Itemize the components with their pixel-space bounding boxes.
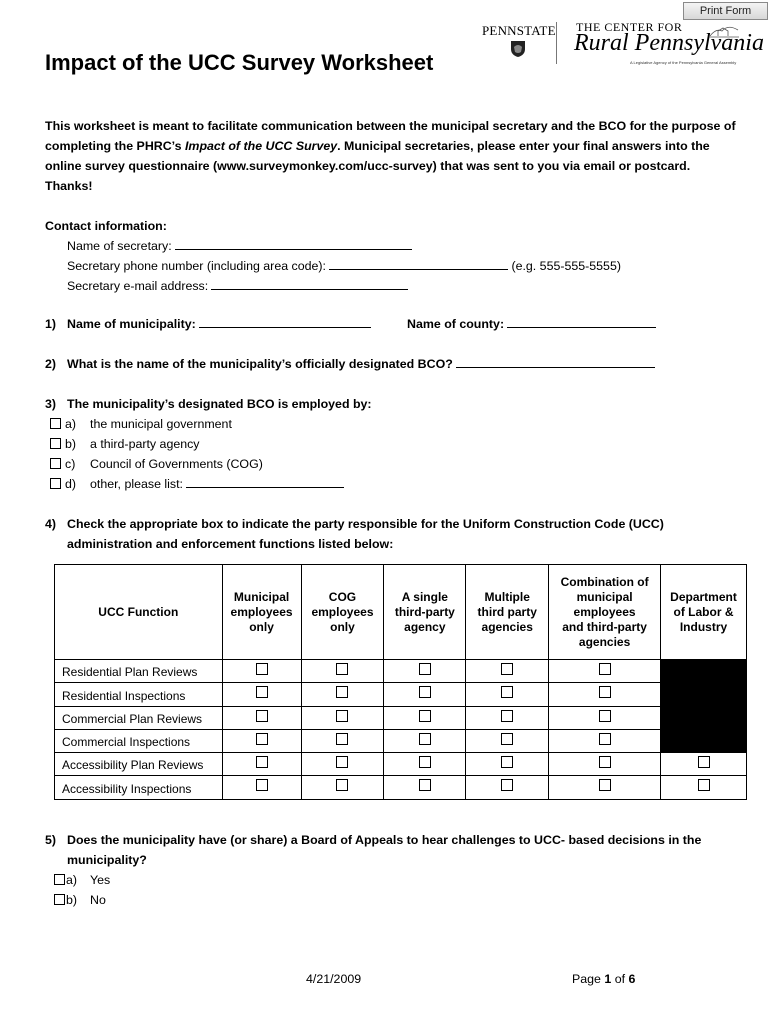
q2-row: [67, 354, 655, 374]
q5-number: 5): [45, 833, 57, 847]
table-header-row: [55, 565, 747, 660]
checkbox[interactable]: [256, 710, 268, 722]
q2-number: 2): [45, 357, 57, 371]
table-row: [55, 706, 747, 729]
option-letter: c): [65, 457, 76, 471]
checkbox[interactable]: [419, 779, 431, 791]
q3-d-checkbox[interactable]: [50, 478, 61, 489]
header-text: Multiple: [484, 589, 530, 604]
checkbox[interactable]: [501, 686, 513, 698]
secretary-email-label: Secretary e-mail address:: [67, 279, 209, 293]
q5-option-b-label: No: [90, 893, 106, 907]
checkbox[interactable]: [336, 733, 348, 745]
checkbox[interactable]: [501, 710, 513, 722]
header-municipal: [222, 565, 301, 660]
table-row: [55, 729, 747, 752]
q3-option-b-label: a third-party agency: [90, 437, 200, 451]
header-text: agencies: [481, 619, 533, 634]
row-label: Residential Inspections: [55, 683, 223, 706]
secretary-name-label: Name of secretary:: [67, 239, 172, 253]
header-text: only: [249, 619, 274, 634]
q4-line-2: administration and enforcement functions listed below:: [67, 537, 394, 551]
q5-line-1: Does the municipality have (or share) a Board of Appeals to hear challenges to UCC- based decisions in the: [67, 833, 702, 847]
logo-divider: [556, 22, 557, 64]
header-text: COG: [328, 589, 357, 604]
q5-option-a-label: Yes: [90, 873, 111, 887]
secretary-phone-label: Secretary phone number (including area code):: [67, 259, 326, 273]
checkbox[interactable]: [419, 686, 431, 698]
q3-option-c: [50, 454, 75, 474]
q5-no-checkbox[interactable]: [54, 894, 65, 905]
header-text: employees: [573, 604, 636, 619]
page-title: Impact of the UCC Survey Worksheet: [45, 50, 434, 75]
q1-number: 1): [45, 317, 57, 331]
checkbox[interactable]: [256, 756, 268, 768]
center-rural-pa-logo: [570, 20, 764, 70]
header-dli: [661, 565, 747, 660]
secretary-name-field[interactable]: [175, 237, 412, 250]
intro-line-1: This worksheet is meant to facilitate communication between the municipal secretary and the BCO for the purpose of: [45, 119, 736, 133]
header-text: agency: [404, 619, 446, 634]
header-text: third party: [477, 604, 537, 619]
row-label: Accessibility Plan Reviews: [55, 753, 223, 776]
nittany-lion-shield-icon: [510, 40, 526, 58]
checkbox[interactable]: [698, 756, 710, 768]
checkbox[interactable]: [599, 710, 611, 722]
option-letter: d): [65, 477, 77, 491]
dli-not-applicable-cell: [661, 660, 747, 753]
checkbox[interactable]: [419, 710, 431, 722]
checkbox[interactable]: [599, 733, 611, 745]
page-current: 1: [604, 972, 612, 986]
q4-number: 4): [45, 517, 57, 531]
q3-option-a-label: the municipal government: [90, 417, 232, 431]
checkbox[interactable]: [501, 733, 513, 745]
pennstate-wordmark: PENNSTATE: [482, 23, 556, 38]
header-text: employees: [311, 604, 374, 619]
checkbox[interactable]: [599, 663, 611, 675]
page-prefix: Page: [572, 972, 605, 986]
phone-format-hint: (e.g. 555-555-5555): [511, 259, 621, 273]
q4-line-1: Check the appropriate box to indicate the party responsible for the Uniform Construction Code (UCC): [67, 517, 664, 531]
q1-municipality-row: [67, 314, 371, 334]
q3-text: The municipality’s designated BCO is employed by:: [67, 397, 372, 411]
contact-heading: Contact information:: [45, 219, 167, 233]
checkbox[interactable]: [336, 686, 348, 698]
intro-text: completing the PHRC’s: [45, 139, 185, 153]
checkbox[interactable]: [599, 756, 611, 768]
header-ucc-function: UCC Function: [55, 565, 223, 660]
survey-name: Impact of the UCC Survey: [184, 139, 338, 153]
secretary-email-row: [67, 276, 408, 296]
q5-option-b: [54, 890, 77, 910]
checkbox[interactable]: [501, 663, 513, 675]
rural-pennsylvania-text: Rural Pennsylvania: [574, 30, 764, 56]
header-text: and third-party: [562, 619, 647, 634]
row-label: Accessibility Inspections: [55, 776, 223, 799]
checkbox[interactable]: [501, 756, 513, 768]
table-row: [55, 683, 747, 706]
ucc-function-table: [54, 564, 747, 800]
secretary-email-field[interactable]: [211, 277, 408, 290]
q5-line-2: municipality?: [67, 853, 147, 867]
footer-page-number: [572, 972, 635, 986]
q5-yes-checkbox[interactable]: [54, 874, 65, 885]
q3-number: 3): [45, 397, 57, 411]
q3-a-checkbox[interactable]: [50, 418, 61, 429]
municipality-label: Name of municipality:: [67, 317, 196, 331]
print-form-button[interactable]: Print Form: [683, 2, 768, 20]
county-field[interactable]: [507, 315, 656, 328]
q3-b-checkbox[interactable]: [50, 438, 61, 449]
table-row: [55, 776, 747, 799]
page-of: of: [611, 972, 629, 986]
page-total: 6: [628, 972, 636, 986]
intro-line-4: Thanks!: [45, 179, 93, 193]
q5-option-a: [54, 870, 77, 890]
bco-name-field[interactable]: [456, 355, 655, 368]
q3-option-d: [50, 474, 76, 494]
header-text: employees: [230, 604, 293, 619]
option-letter: a): [65, 417, 77, 431]
intro-line-2: [45, 136, 710, 156]
checkbox[interactable]: [256, 779, 268, 791]
checkbox[interactable]: [698, 779, 710, 791]
pennstate-logo: [482, 22, 556, 72]
header-text: only: [330, 619, 355, 634]
checkbox[interactable]: [419, 756, 431, 768]
q2-text: What is the name of the municipality’s officially designated BCO?: [67, 357, 453, 371]
header-text: A single: [401, 589, 448, 604]
checkbox[interactable]: [336, 710, 348, 722]
intro-text: . Municipal secretaries, please enter your final answers into the: [337, 139, 710, 153]
header-text: third-party: [394, 604, 455, 619]
header-text: Municipal: [233, 589, 290, 604]
header-text: Industry: [679, 619, 728, 634]
county-label: Name of county:: [407, 317, 505, 331]
checkbox[interactable]: [256, 686, 268, 698]
header-combination: [549, 565, 661, 660]
checkbox[interactable]: [256, 733, 268, 745]
other-employer-field[interactable]: [186, 475, 344, 488]
header-text: Combination of: [560, 574, 649, 589]
checkbox[interactable]: [336, 779, 348, 791]
municipality-field[interactable]: [199, 315, 371, 328]
q3-option-d-label: other, please list:: [90, 477, 183, 491]
checkbox[interactable]: [336, 663, 348, 675]
secretary-phone-row: [67, 256, 621, 276]
secretary-phone-field[interactable]: [329, 257, 508, 270]
q3-option-c-label: Council of Governments (COG): [90, 457, 263, 471]
logo-tagline: A Legislative Agency of the Pennsylvania General Assembly: [630, 60, 737, 65]
row-label: Commercial Plan Reviews: [55, 706, 223, 729]
intro-line-3: online survey questionnaire (www.surveymonkey.com/ucc-survey) that was sent to you via email or postcard.: [45, 159, 691, 173]
header-text: Department: [670, 589, 737, 604]
checkbox[interactable]: [599, 779, 611, 791]
checkbox[interactable]: [599, 686, 611, 698]
header-text: of Labor &: [673, 604, 734, 619]
secretary-name-row: [67, 236, 412, 256]
row-label: Residential Plan Reviews: [55, 660, 223, 683]
header-cog: [301, 565, 384, 660]
header-text: municipal: [576, 589, 633, 604]
center-for-text: THE CENTER FOR: [576, 20, 683, 34]
header-text: agencies: [578, 634, 631, 649]
q3-option-d-row: [90, 474, 344, 494]
footer-date: 4/21/2009: [306, 972, 362, 986]
q3-option-b: [50, 434, 76, 454]
row-label: Commercial Inspections: [55, 729, 223, 752]
barn-sketch-icon: [708, 22, 740, 40]
checkbox[interactable]: [336, 756, 348, 768]
header-multiple-third-party: [466, 565, 549, 660]
table-row: [55, 753, 747, 776]
option-letter: b): [65, 437, 77, 451]
checkbox[interactable]: [419, 663, 431, 675]
option-letter: a): [66, 873, 78, 887]
q1-county-row: [407, 314, 656, 334]
option-letter: b): [66, 893, 78, 907]
checkbox[interactable]: [256, 663, 268, 675]
q3-option-a: [50, 414, 76, 434]
header-single-third-party: [384, 565, 466, 660]
checkbox[interactable]: [419, 733, 431, 745]
checkbox[interactable]: [501, 779, 513, 791]
table-row: [55, 660, 747, 683]
q3-c-checkbox[interactable]: [50, 458, 61, 469]
